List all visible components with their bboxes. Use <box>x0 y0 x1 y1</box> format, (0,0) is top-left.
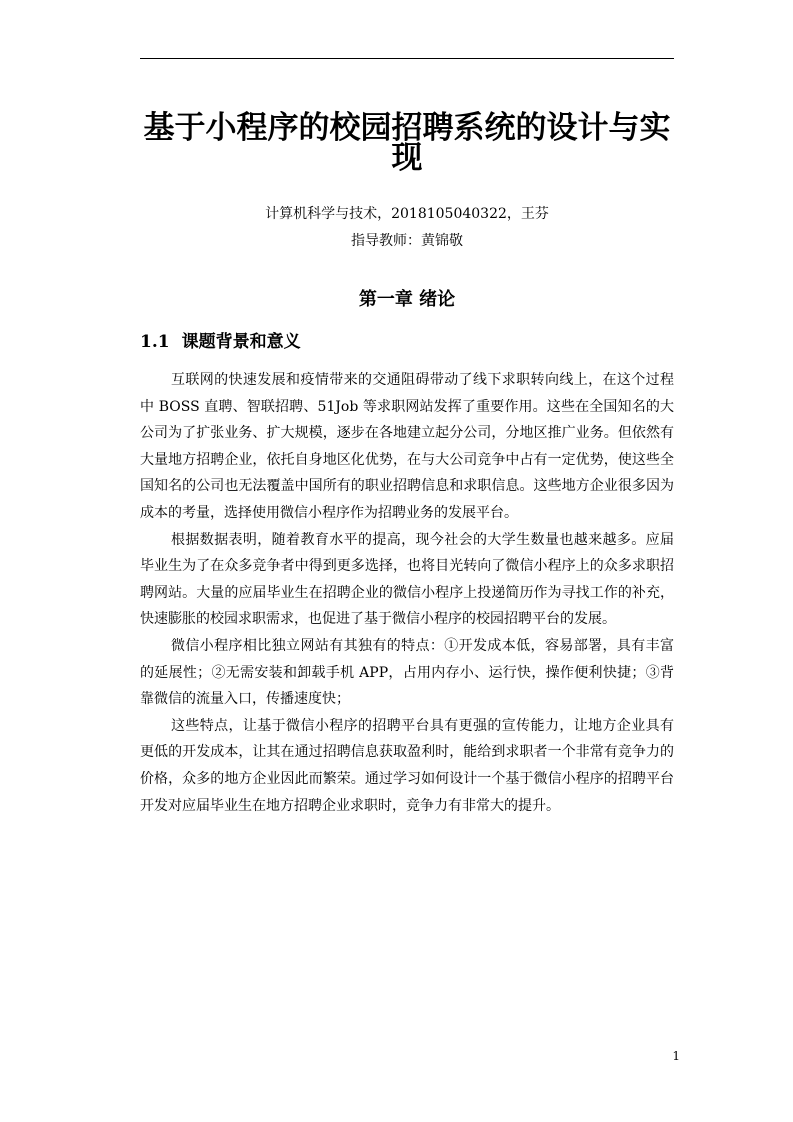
advisor-line: 指导教师：黄锦敬 <box>351 233 463 249</box>
paragraph: 互联网的快速发展和疫情带来的交通阻碍带动了线下求职转向线上，在这个过程中 BOSS 直聘、智联招聘、51Job 等求职网站发挥了重要作用。这些在全国知名的大公司为了扩张业务、扩大规模，逐步在各地建立起分公司，分地区推广业务。但依然有大量地方招聘企业，依托自身地区化优势，在与大公司竞争中占有一定优势，使这些全国知名的公司也无法覆盖中国所有的职业招聘信息和求职信息。这些地方企业很多因为成本的考量，选择使用微信小程序作为招聘业务的发展平台。 <box>140 372 674 521</box>
section-heading <box>140 330 674 354</box>
section-title: 课题背景和意义 <box>181 332 301 352</box>
paragraph: 微信小程序相比独立网站有其独有的特点：①开发成本低，容易部署，具有丰富的延展性；②无需安装和卸载手机 APP，占用内存小、运行快，操作便利快捷；③背靠微信的流量入口，传播速度快； <box>140 637 674 708</box>
document-title: 基于小程序的校园招聘系统的设计与实现 <box>143 110 671 176</box>
author-line: 计算机科学与技术，2018105040322，王芬 <box>265 206 549 222</box>
header-rule <box>140 58 674 59</box>
body-text <box>140 367 674 819</box>
page-number: 1 <box>672 1049 680 1063</box>
section-number: 1.1 <box>140 332 170 352</box>
chapter-heading: 第一章 绪论 <box>358 289 456 310</box>
paragraph: 这些特点，让基于微信小程序的招聘平台具有更强的宣传能力，让地方企业具有更低的开发成本，让其在通过招聘信息获取盈利时，能给到求职者一个非常有竞争力的价格，众多的地方企业因此而繁荣。通过学习如何设计一个基于微信小程序的招聘平台开发对应届毕业生在地方招聘企业求职时，竞争力有非常大的提升。 <box>140 717 674 814</box>
paragraph: 根据数据表明，随着教育水平的提高，现今社会的大学生数量也越来越多。应届毕业生为了在众多竞争者中得到更多选择，也将目光转向了微信小程序上的众多求职招聘网站。大量的应届毕业生在招聘企业的微信小程序上投递简历作为寻找工作的补充，快速膨胀的校园求职需求，也促进了基于微信小程序的校园招聘平台的发展。 <box>140 531 674 628</box>
